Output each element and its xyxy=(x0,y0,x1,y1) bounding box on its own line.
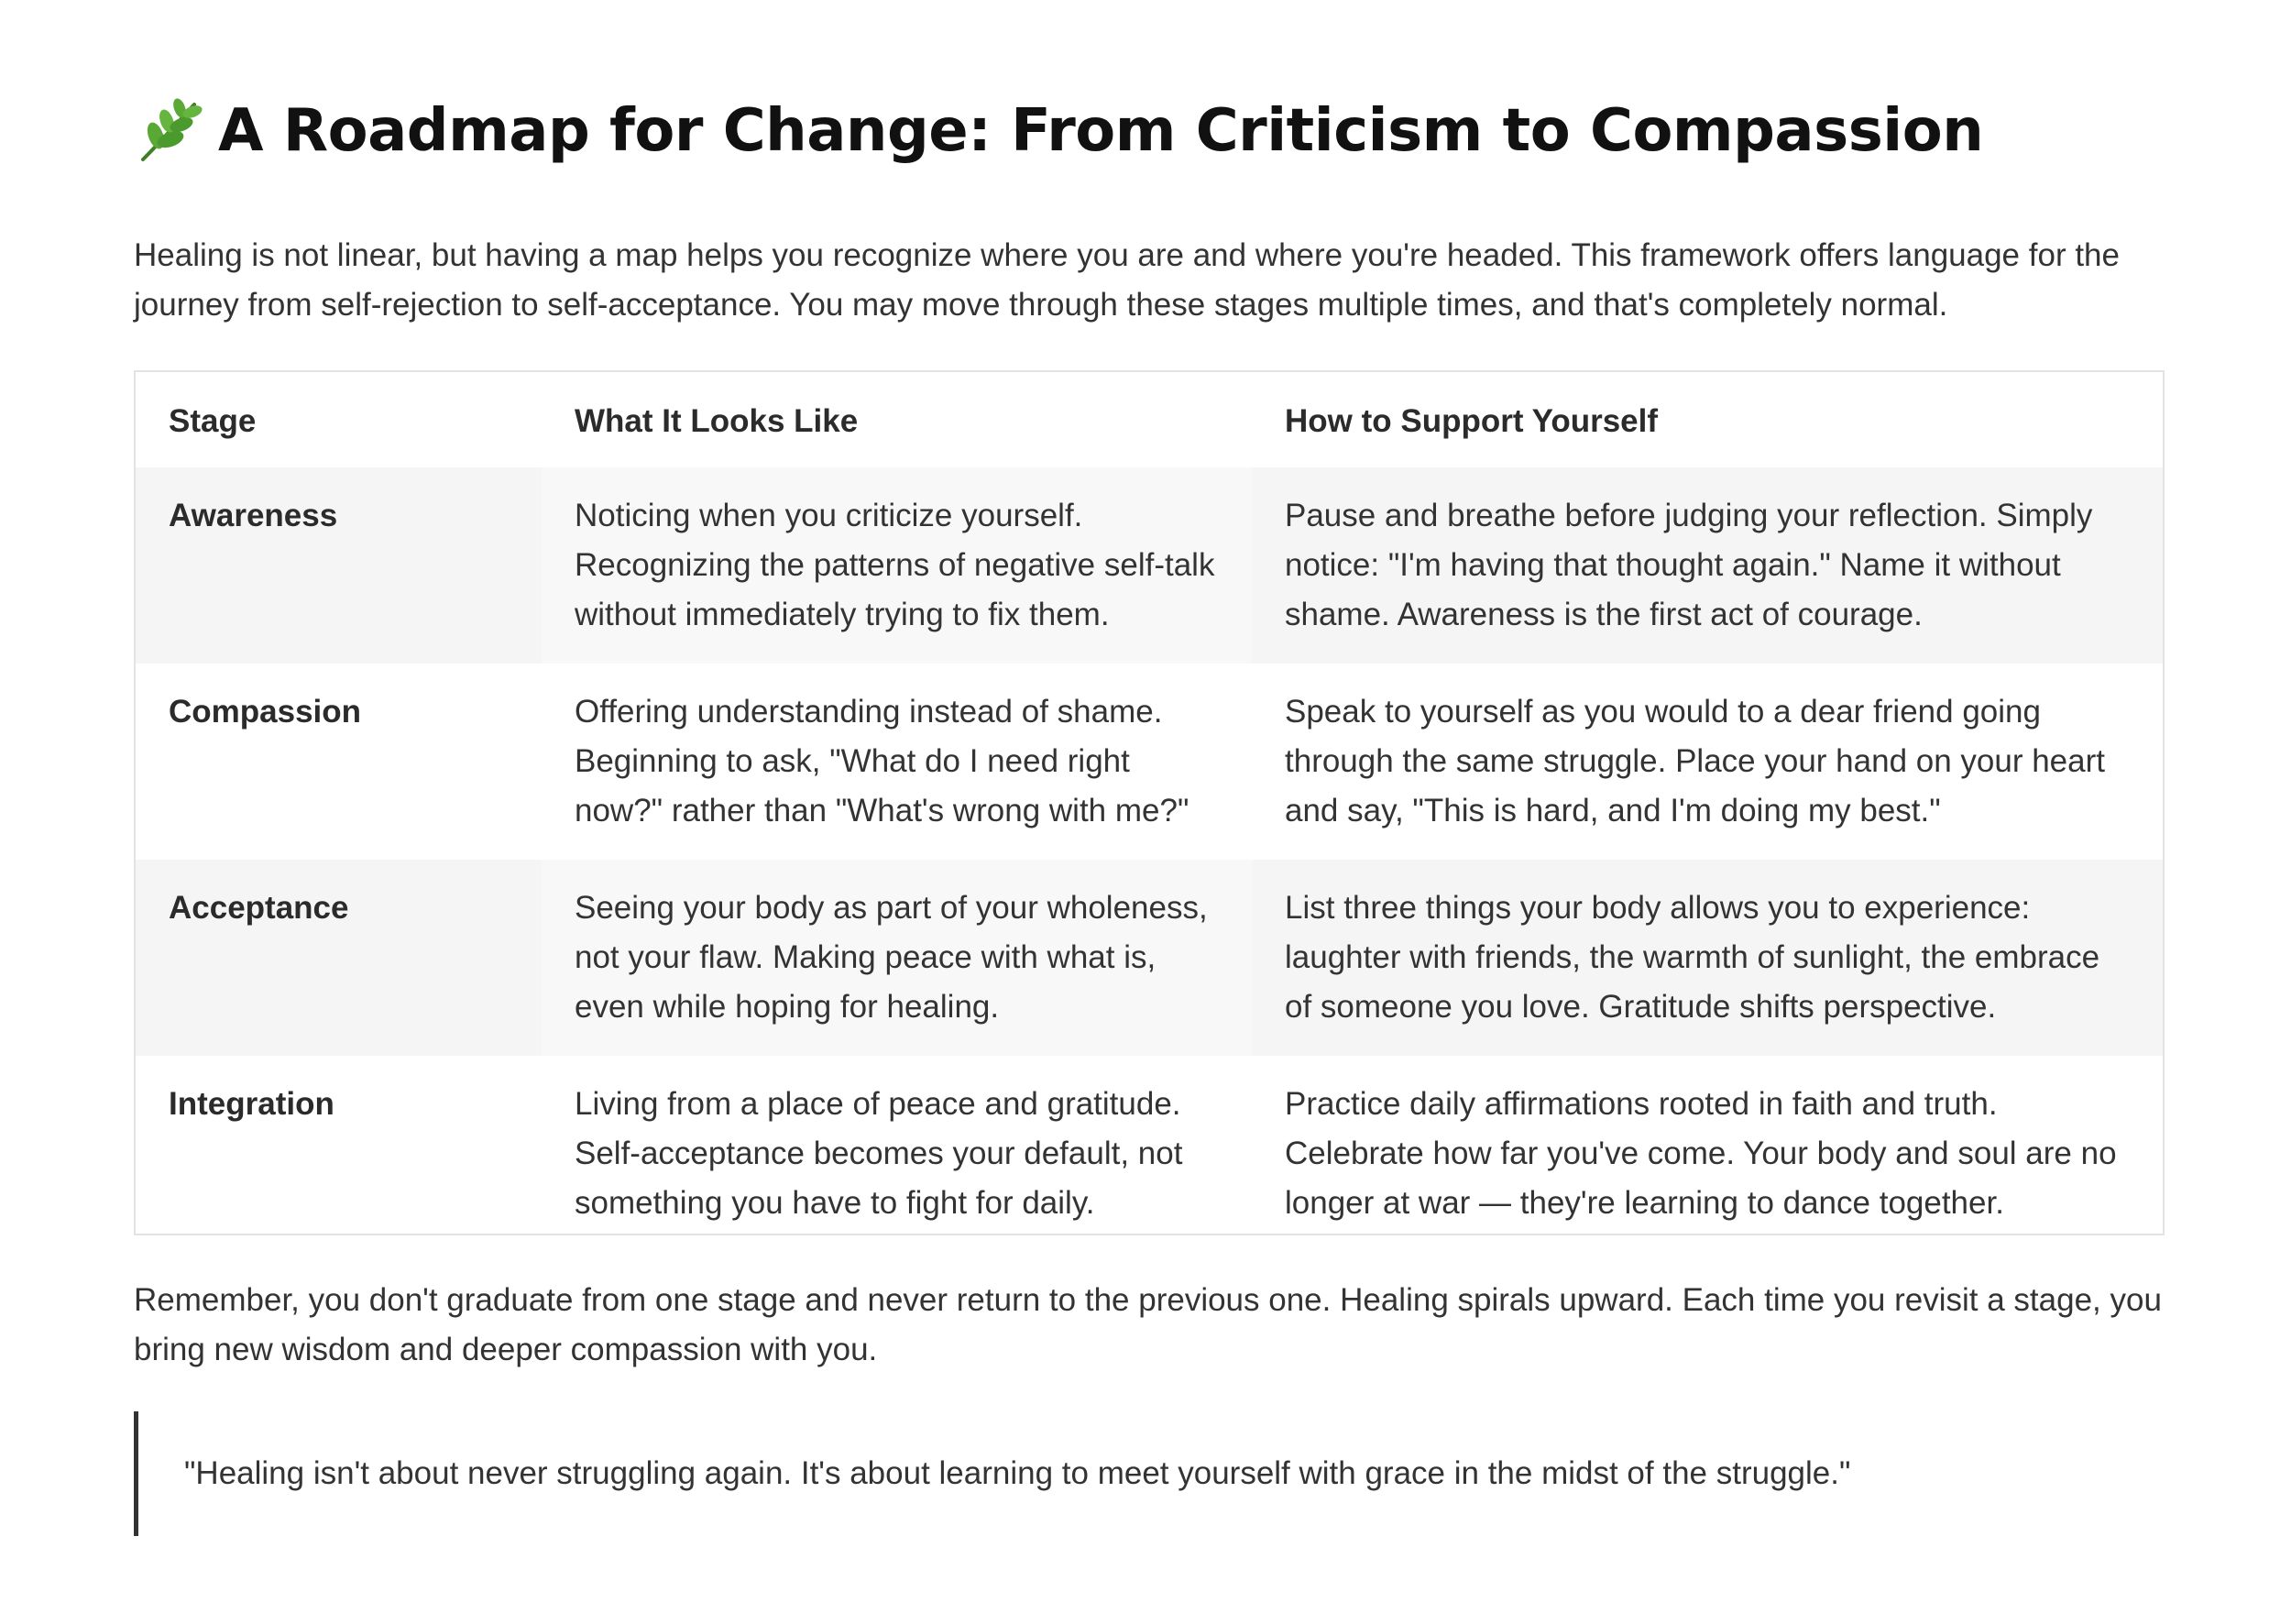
stage-name: Awareness xyxy=(136,467,542,664)
closing-paragraph: Remember, you don't graduate from one stage and never return to the previous one. Healing spirals upward. Each time you revisit a stage, you bring new wisdom and deeper compassion with you. xyxy=(134,1282,2162,1367)
stage-support: Practice daily affirmations rooted in faith and truth. Celebrate how far you've come. Your body and soul are no longer at war — they're learning to dance together. xyxy=(1285,1086,2117,1221)
herb-leaf-icon xyxy=(134,95,205,167)
column-header-stage: Stage xyxy=(169,403,257,439)
stage-support: Pause and breathe before judging your reflection. Simply notice: "I'm having that thought again." Name it without shame. Awareness is the first act of courage. xyxy=(1252,467,2163,664)
stage-looks-like: Noticing when you criticize yourself. Recognizing the patterns of negative self-talk without immediately trying to fix them. xyxy=(542,467,1252,664)
page-heading xyxy=(134,90,1983,172)
stages-table xyxy=(134,370,2165,1235)
table-header-row xyxy=(136,372,2163,467)
table-row xyxy=(136,1056,2163,1252)
intro-paragraph: Healing is not linear, but having a map helps you recognize where you are and where you're headed. This framework offers language for the journey from self-rejection to self-acceptance. You may move through these stages multiple times, and that's completely normal. xyxy=(134,237,2120,323)
table-row xyxy=(136,860,2163,1056)
stage-looks-like: Offering understanding instead of shame. Beginning to ask, "What do I need right now?" rather than "What's wrong with me?" xyxy=(575,694,1189,828)
quote-text: "Healing isn't about never struggling again. It's about learning to meet yourself with grace in the midst of the struggle." xyxy=(184,1455,1851,1491)
page-title: A Roadmap for Change: From Criticism to Compassion xyxy=(218,97,1984,165)
stage-name: Integration xyxy=(169,1086,334,1122)
stage-support: List three things your body allows you to experience: laughter with friends, the warmth of sunlight, the embrace of someone you love. Gratitude shifts perspective. xyxy=(1252,860,2163,1056)
column-header-looks-like: What It Looks Like xyxy=(575,403,859,439)
stage-looks-like: Seeing your body as part of your wholeness, not your flaw. Making peace with what is, even while hoping for healing. xyxy=(542,860,1252,1056)
pull-quote xyxy=(134,1411,2166,1536)
table-row xyxy=(136,467,2163,664)
stage-name: Compassion xyxy=(169,694,362,730)
table-row xyxy=(136,664,2163,860)
stage-looks-like: Living from a place of peace and gratitude. Self-acceptance becomes your default, not something you have to fight for daily. xyxy=(575,1086,1183,1221)
column-header-support: How to Support Yourself xyxy=(1285,403,1659,439)
stage-support: Speak to yourself as you would to a dear friend going through the same struggle. Place your hand on your heart and say, "This is hard, and I'm doing my best." xyxy=(1285,694,2105,828)
stage-name: Acceptance xyxy=(136,860,542,1056)
